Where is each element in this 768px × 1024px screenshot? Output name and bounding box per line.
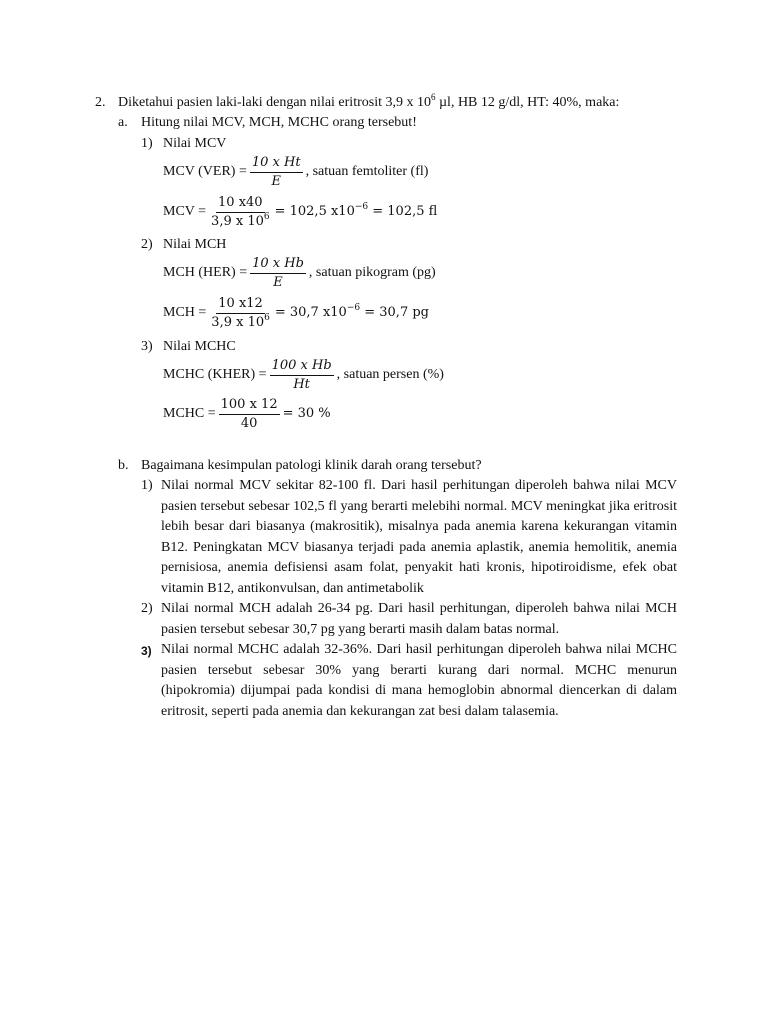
item-title: Nilai MCH (163, 237, 227, 252)
fraction: $\frac{100 x 12}{40}$ (220, 397, 278, 431)
fraction: $\frac{10 x12}{3,9 x 10^6}$ (211, 296, 270, 330)
part-a-label: a. (118, 115, 128, 130)
mchc-calculation: MCHC = $\frac{100 x 12}{40}$ = 30 % (163, 397, 331, 431)
fraction: $\frac{\text{100 x Hb}}{Ht}$ (271, 358, 332, 392)
fraction: $\frac{10 x40}{3,9 x 10^6}$ (211, 195, 270, 229)
conclusion-mchc: Nilai normal MCHC adalah 32-36%. Dari hasil perhitungan diperoleh bahwa nilai MCHC pasien tersebut sebesar 30% yang berarti kurang dari normal. MCHC menurun (hipokromia) dijumpai pada kondisi di mana hemoglobin abnormal diencerkan di dalam eritrosit, seperti pada anemia dan kekurangan zat besi dalam talasemia. (161, 642, 677, 719)
fraction: $\frac{\text{10 x Ht}}{E}$ (251, 155, 301, 189)
mch-calculation: MCH = $\frac{10 x12}{3,9 x 10^6}$ = 30,7 $x10^{-6} = 30,7$ pg (163, 296, 429, 330)
mcv-formula: MCV (VER) = $\frac{\text{10 x Ht}}{E}$ , satuan femtoliter (fl) (163, 155, 429, 189)
item-number: 1) (141, 478, 153, 493)
conclusion-mcv: Nilai normal MCV sekitar 82-100 fl. Dari hasil perhitungan diperoleh bahwa nilai MCV pasien tersebut sebesar 102,5 fl yang berarti melebihi normal. MCV meningkat jika eritrosit lebih besar dari biasanya (makrositik), misalnya pada anemia karena kekurangan vitamin B12. Peningkatan MCV biasanya terjadi pada anemia aplastik, anemia hemolitik, anemia pernisiosa, anemia defisiensi asam folat, penyakit hati kronis, hipotiroidisme, efek obat vitamin B12, antikonvulsan, dan antimetabolik (161, 478, 677, 596)
item-number: 1) (141, 136, 153, 151)
part-b-label: b. (118, 458, 129, 473)
item-number: 3) (141, 339, 153, 354)
item-title: Nilai MCV (163, 136, 227, 151)
part-b-title: Bagaimana kesimpulan patologi klinik darah orang tersebut? (141, 458, 482, 473)
mcv-calculation: MCV = $\frac{10 x40}{3,9 x 10^6}$ = 102,5 $x10^{-6} = 102,5$ fl (163, 195, 438, 229)
item-number: 3) (141, 644, 152, 658)
conclusion-mch: Nilai normal MCH adalah 26-34 pg. Dari hasil perhitungan, diperoleh bahwa nilai MCH pasien tersebut sebesar 30,7 pg yang berarti masih dalam batas normal. (161, 601, 677, 637)
item-number: 2) (141, 601, 153, 616)
question-text: Diketahui pasien laki-laki dengan nilai eritrosit 3,9 x $10^6$ µl, HB 12 g/dl, HT: 40%, maka: (118, 92, 620, 110)
item-number: 2) (141, 237, 153, 252)
item-title: Nilai MCHC (163, 339, 236, 354)
part-a-title: Hitung nilai MCV, MCH, MCHC orang tersebut! (141, 115, 417, 130)
fraction: $\frac{\text{10 x Hb}}{E}$ (252, 256, 304, 290)
mch-formula: MCH (HER) = $\frac{\text{10 x Hb}}{E}$ , satuan pikogram (pg) (163, 256, 436, 290)
question-number: 2. (95, 95, 106, 110)
mchc-formula: MCHC (KHER) = $\frac{\text{100 x Hb}}{Ht}$ , satuan persen (%) (163, 358, 444, 392)
